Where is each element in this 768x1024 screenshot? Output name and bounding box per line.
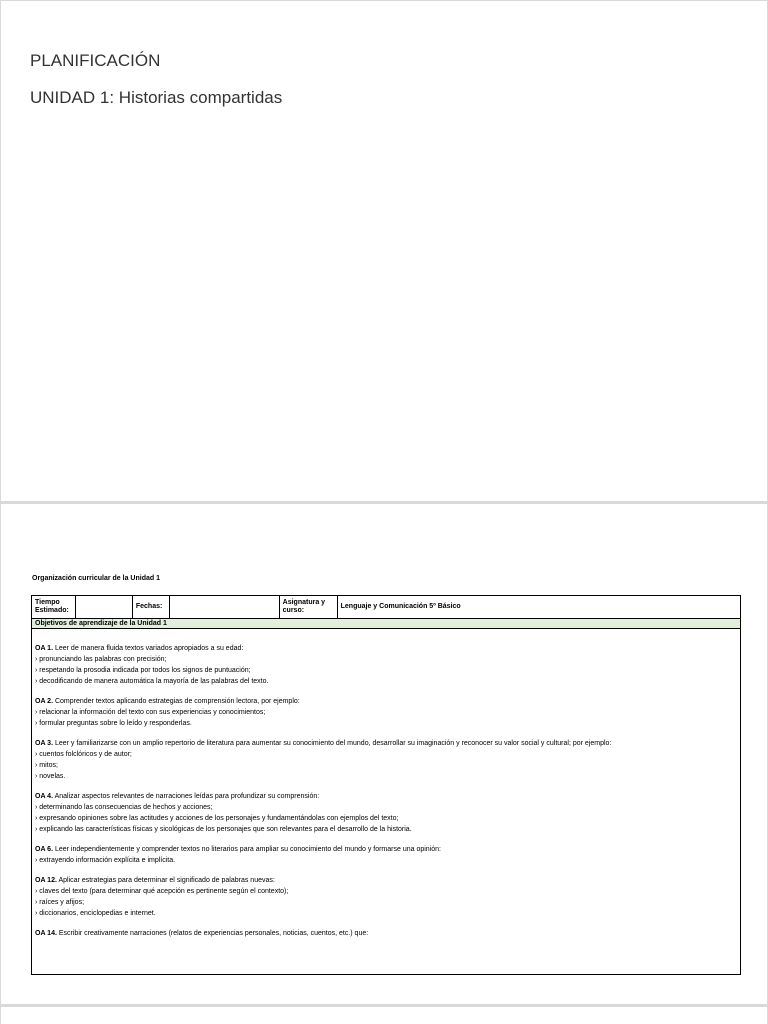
- curricular-organization-heading: Organización curricular de la Unidad 1: [32, 575, 160, 582]
- objective-item: › pronunciando las palabras con precisión;: [35, 656, 167, 663]
- objective-item: › novelas.: [35, 773, 66, 780]
- table-header-row: [32, 596, 741, 619]
- objectives-content-row: [32, 629, 741, 975]
- objective-item: › diccionarios, enciclopedias e internet.: [35, 910, 156, 917]
- objective-item: › expresando opiniones sobre las actitudes y acciones de los personajes y fundamentándolas con ejemplos del texto;: [35, 815, 399, 822]
- objectives-list: [32, 629, 741, 975]
- objective-text: Escribir creativamente narraciones (relatos de experiencias personales, noticias, cuentos, etc.) que:: [56, 930, 369, 937]
- objective-code: OA 12.: [35, 877, 57, 884]
- objective-text: Leer de manera fluida textos variados apropiados a su edad:: [53, 645, 244, 652]
- objectives-header-row: [32, 619, 741, 629]
- unit-title: UNIDAD 1: Historias compartidas: [30, 88, 283, 107]
- planning-title: PLANIFICACIÓN: [30, 51, 161, 70]
- objective-statement: [35, 928, 737, 939]
- objective-block: [35, 844, 737, 866]
- objective-text: Leer independientemente y comprender textos no literarios para ampliar su conocimiento del mundo y formarse una opinión:: [53, 846, 441, 853]
- objectives-header: Objetivos de aprendizaje de la Unidad 1: [32, 619, 741, 629]
- objective-code: OA 4.: [35, 793, 54, 800]
- fechas-value: [169, 596, 279, 619]
- objective-block: [35, 738, 737, 782]
- objective-item: › extrayendo información explícita e implícita.: [35, 857, 176, 864]
- objective-statement: [35, 738, 737, 749]
- curricular-table: [31, 595, 741, 975]
- objective-statement: [35, 696, 737, 707]
- objective-item: › determinando las consecuencias de hechos y acciones;: [35, 804, 213, 811]
- objective-code: OA 6.: [35, 846, 54, 853]
- objective-item: › relacionar la información del texto con sus experiencias y conocimientos;: [35, 709, 266, 716]
- objective-item: › claves del texto (para determinar qué acepción es pertinente según el contexto);: [35, 888, 289, 895]
- document-page-1: [1, 1, 767, 501]
- document-page-2: [1, 504, 767, 1004]
- objective-block: [35, 791, 737, 835]
- tiempo-estimado-label: Tiempo Estimado:: [32, 596, 76, 619]
- objective-statement: [35, 844, 737, 855]
- objective-item: › mitos;: [35, 762, 58, 769]
- objective-code: OA 3.: [35, 740, 54, 747]
- asignatura-label: Asignatura y curso:: [279, 596, 337, 619]
- objective-block: [35, 696, 737, 729]
- objective-code: OA 1.: [35, 645, 54, 652]
- fechas-label: Fechas:: [132, 596, 169, 619]
- objective-item: › raíces y afijos;: [35, 899, 85, 906]
- objective-statement: [35, 643, 737, 654]
- objective-item: › cuentos folclóricos y de autor;: [35, 751, 132, 758]
- objective-text: Comprender textos aplicando estrategias de comprensión lectora, por ejemplo:: [53, 698, 300, 705]
- asignatura-value: Lenguaje y Comunicación 5º Básico: [337, 596, 740, 619]
- objective-statement: [35, 875, 737, 886]
- objective-block: [35, 875, 737, 919]
- objective-statement: [35, 791, 737, 802]
- objective-text: Leer y familiarizarse con un amplio repertorio de literatura para aumentar su conocimiento del mundo, desarrollar su imaginación y reconocer su valor social y cultural; por ejemplo:: [53, 740, 612, 747]
- objective-block: [35, 643, 737, 687]
- objective-item: › formular preguntas sobre lo leído y responderlas.: [35, 720, 192, 727]
- objective-code: OA 2.: [35, 698, 54, 705]
- objective-item: › respetando la prosodia indicada por todos los signos de puntuación;: [35, 667, 251, 674]
- document-page-3: [1, 1007, 767, 1024]
- objective-text: Aplicar estrategias para determinar el significado de palabras nuevas:: [56, 877, 275, 884]
- objective-block: [35, 928, 737, 939]
- objective-item: › decodificando de manera automática la mayoría de las palabras del texto.: [35, 678, 269, 685]
- tiempo-estimado-value: [75, 596, 132, 619]
- objective-item: › explicando las características físicas y sicológicas de los personajes que son relevantes para el desarrollo de la historia.: [35, 826, 412, 833]
- objective-text: Analizar aspectos relevantes de narraciones leídas para profundizar su comprensión:: [53, 793, 320, 800]
- objective-code: OA 14.: [35, 930, 57, 937]
